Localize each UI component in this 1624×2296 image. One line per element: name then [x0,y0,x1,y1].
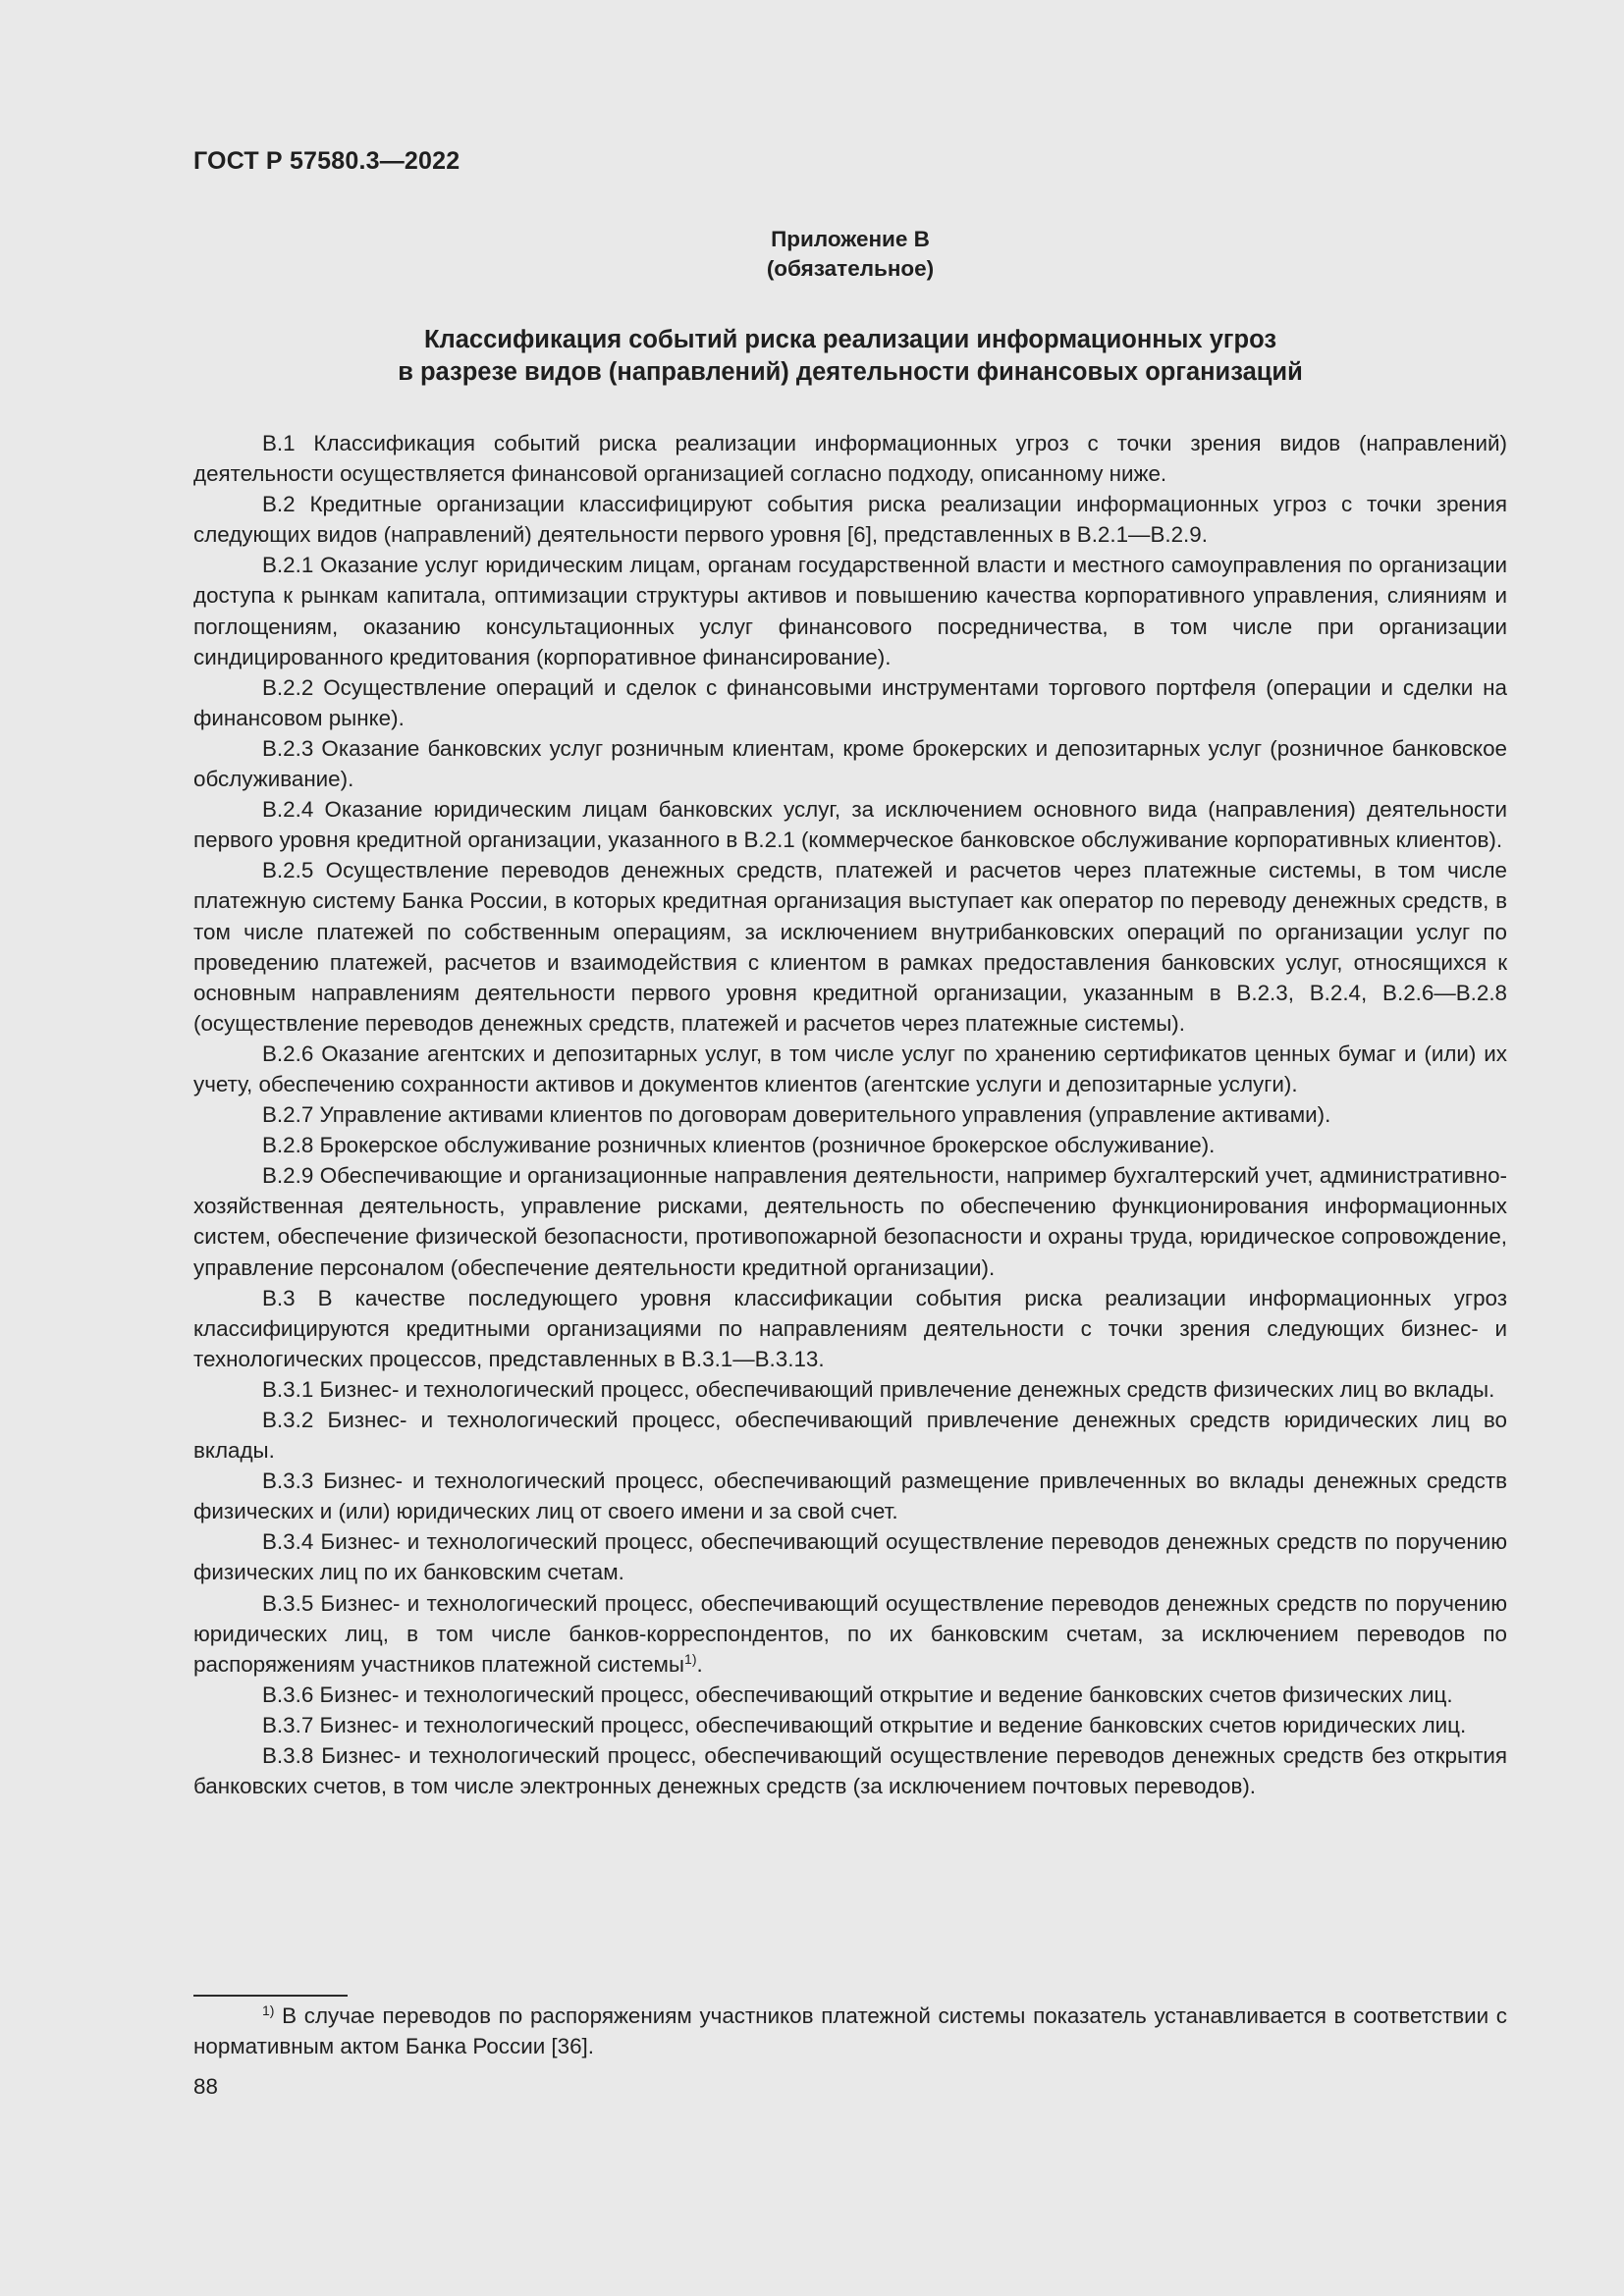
paragraph-b2-7: В.2.7 Управление активами клиентов по договорам доверительного управления (управление активами). [262,1102,1331,1128]
paragraph-b1: В.1 Классификация событий риска реализации информационных угроз с точки зрения видов (направлений) деятельности осуществляется финансовой организацией согласно подходу, описанному ниже. [193,431,1507,487]
paragraph-b2-9: В.2.9 Обеспечивающие и организационные направления деятельности, например бухгалтерский учет, административно-хозяйственная деятельность, управление рисками, деятельность по обеспечению функционирования информационных систем, обеспечение физической безопасности, противопожарной безопасности и охраны труда, юридическое сопровождение, управление персоналом (обеспечение деятельности кредитной организации). [193,1163,1507,1280]
paragraph-b3-6: В.3.6 Бизнес- и технологический процесс, обеспечивающий открытие и ведение банковских счетов физических лиц. [262,1682,1453,1707]
paragraph-b2-8: В.2.8 Брокерское обслуживание розничных клиентов (розничное брокерское обслуживание). [262,1133,1216,1158]
footnote-reference[interactable]: 1) [684,1650,697,1667]
paragraph-b3-5-text: В.3.5 Бизнес- и технологический процесс, обеспечивающий осуществление переводов денежных средств по поручению юридических лиц, в том числе банков-корреспондентов, по их банковским счетам, за исключением переводов по распоряжениям участников платежной системы [193,1590,1507,1677]
paragraph-b3-3: В.3.3 Бизнес- и технологический процесс, обеспечивающий размещение привлеченных во вклады денежных средств физических и (или) юридических лиц от своего имени и за свой счет. [193,1468,1507,1524]
paragraph-b3-5 [193,1588,1507,1680]
paragraph-b3-1: В.3.1 Бизнес- и технологический процесс, обеспечивающий привлечение денежных средств физических лиц во вклады. [262,1376,1495,1402]
paragraph-b2-2: В.2.2 Осуществление операций и сделок с финансовыми инструментами торгового портфеля (операции и сделки на финансовом рынке). [193,674,1507,730]
appendix-title-line-1: Классификация событий риска реализации информационных угроз [423,326,1276,353]
paragraph-b2-1: В.2.1 Оказание услуг юридическим лицам, органам государственной власти и местного самоуправления по организации доступа к рынкам капитала, оптимизации структуры активов и повышению качества корпоративного управления, слияниям и поглощениям, оказанию консультационных услуг финансового посредничества, в том числе при организации синдицированного кредитования (корпоративное финансирование). [193,553,1507,669]
paragraph-b3-2: В.3.2 Бизнес- и технологический процесс, обеспечивающий привлечение денежных средств юридических лиц во вклады. [193,1408,1507,1464]
paragraph-b3-7: В.3.7 Бизнес- и технологический процесс, обеспечивающий открытие и ведение банковских счетов юридических лиц. [262,1712,1467,1737]
paragraph-b3-4: В.3.4 Бизнес- и технологический процесс, обеспечивающий осуществление переводов денежных средств по поручению физических лиц по их банковским счетам. [193,1529,1507,1585]
footnote-text: В случае переводов по распоряжениям участников платежной системы показатель устанавливается в соответствии с нормативным актом Банка России [36]. [193,2003,1507,2058]
footnote-mark: 1) [262,2002,275,2018]
footnote [193,2001,1507,2061]
appendix-heading [193,225,1507,284]
appendix-status: (обязательное) [766,256,935,281]
footnote-divider [193,1995,348,1997]
paragraph-b2-4: В.2.4 Оказание юридическим лицам банковских услуг, за исключением основного вида (направления) деятельности первого уровня кредитной организации, указанного в В.2.1 (коммерческое банковское обслуживание корпоративных клиентов). [193,797,1507,853]
paragraph-b3-5-end: . [696,1651,703,1677]
appendix-label: Приложение В [771,227,930,251]
paragraph-b2: В.2 Кредитные организации классифицируют события риска реализации информационных угроз с точки зрения следующих видов (направлений) деятельности первого уровня [6], представленных в В.2.1—В.2.9. [193,492,1507,548]
document-header: ГОСТ Р 57580.3—2022 [193,147,460,175]
appendix-title [193,324,1507,389]
paragraph-b3-8: В.3.8 Бизнес- и технологический процесс, обеспечивающий осуществление переводов денежных средств без открытия банковских счетов, в том числе электронных денежных средств (за исключением почтовых переводов). [193,1743,1507,1799]
paragraph-b3: В.3 В качестве последующего уровня классификации события риска реализации информационных угроз классифицируются кредитными организациями по направлениям деятельности с точки зрения следующих бизнес- и технологических процессов, представленных в В.3.1—В.3.13. [193,1285,1507,1371]
paragraph-b2-3: В.2.3 Оказание банковских услуг розничным клиентам, кроме брокерских и депозитарных услуг (розничное банковское обслуживание). [193,735,1507,792]
paragraph-b2-5: В.2.5 Осуществление переводов денежных средств, платежей и расчетов через платежные системы, в том числе платежную систему Банка России, в которых кредитная организация выступает как оператор по переводу денежных средств, в том числе платежей по собственным операциям, за исключением внутрибанковских операций по организации услуг по проведению платежей, расчетов и взаимодействия с клиентом в рамках предоставления банковских услуг, относящихся к основным направлениям деятельности первого уровня кредитной организации, указанным в В.2.3, В.2.4, В.2.6—В.2.8 (осуществление переводов денежных средств, платежей и расчетов через платежные системы). [193,858,1507,1036]
page-number: 88 [193,2074,218,2099]
footnote-1 [193,2001,1507,2061]
appendix-title-line-2: в разрезе видов (направлений) деятельности финансовых организаций [398,358,1303,386]
paragraph-b2-6: В.2.6 Оказание агентских и депозитарных услуг, в том числе услуг по хранению сертификатов ценных бумаг и (или) их учету, обеспечению сохранности активов и документов клиентов (агентские услуги и депозитарные услуги). [193,1041,1507,1096]
document-body [193,428,1507,1801]
